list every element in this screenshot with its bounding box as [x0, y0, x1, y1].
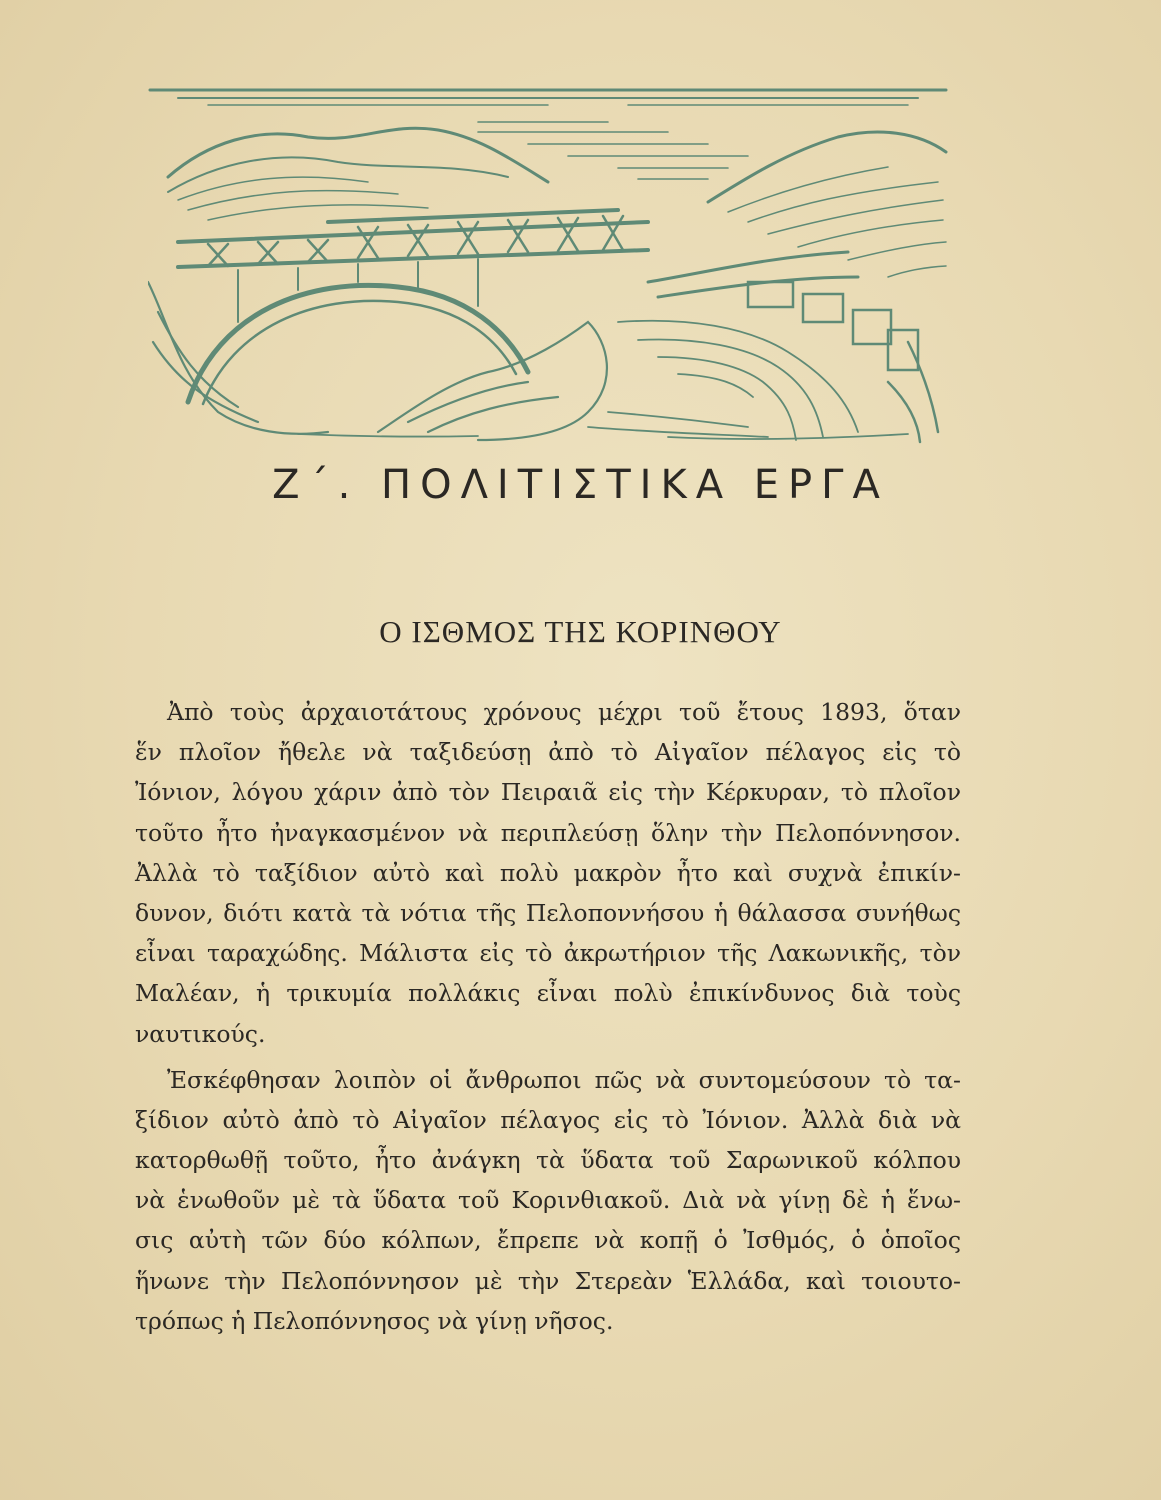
section-title: Ζ΄. ΠΟΛΙΤΙΣΤΙΚΑ ΕΡΓΑ	[272, 462, 889, 508]
text-line: τρόπως ἡ Πελοπόννησος νὰ γίνῃ νῆσος.	[135, 1306, 614, 1335]
paragraph	[135, 692, 961, 1054]
text-line: Ἐσκέφθησαν λοιπὸν οἱ ἄνθρωποι πῶς νὰ συντομεύσουν τὸ τα-	[167, 1065, 961, 1094]
text-line: ναυτικούς.	[135, 1019, 266, 1048]
text-line: σις αὐτὴ τῶν δύο κόλπων, ἔπρεπε νὰ κοπῇ ὁ Ἰσθμός, ὁ ὁποῖος	[135, 1226, 961, 1255]
text-line: Ἀλλὰ τὸ ταξίδιον αὐτὸ καὶ πολὺ μακρὸν ἦτο καὶ συχνὰ ἐπικίν-	[135, 858, 961, 887]
text-line: δυνον, διότι κατὰ τὰ νότια τῆς Πελοποννήσου ἡ θάλασσα συνήθως	[135, 898, 961, 927]
text-line: τοῦτο ἦτο ἠναγκασμένον νὰ περιπλεύσῃ ὅλην τὴν Πελοπόννησον.	[135, 818, 961, 847]
article-body	[135, 692, 961, 1341]
text-line: Μαλέαν, ἡ τρικυμία πολλάκις εἶναι πολὺ ἐπικίνδυνος διὰ τοὺς	[135, 979, 961, 1008]
article-title: Ο ΙΣΘΜΟΣ ΤΗΣ ΚΟΡΙΝΘΟΥ	[379, 614, 782, 649]
paragraph	[135, 1060, 961, 1341]
text-line: νὰ ἑνωθοῦν μὲ τὰ ὕδατα τοῦ Κορινθιακοῦ. Διὰ νὰ γίνῃ δὲ ἡ ἕνω-	[135, 1186, 961, 1215]
text-line: ξίδιον αὐτὸ ἀπὸ τὸ Αἰγαῖον πέλαγος εἰς τὸ Ἰόνιον. Ἀλλὰ διὰ νὰ	[135, 1105, 961, 1134]
text-line: ἕν πλοῖον ἤθελε νὰ ταξιδεύσῃ ἀπὸ τὸ Αἰγαῖον πέλαγος εἰς τὸ	[135, 738, 961, 767]
text-line: εἶναι ταραχώδης. Μάλιστα εἰς τὸ ἀκρωτήριον τῆς Λακωνικῆς, τὸν	[135, 939, 961, 968]
text-line: Ἀπὸ τοὺς ἀρχαιοτάτους χρόνους μέχρι τοῦ ἔτους 1893, ὅταν	[167, 698, 961, 726]
bridge-over-canal-engraving-icon	[148, 82, 948, 447]
text-line: ἥνωνε τὴν Πελοπόννησον μὲ τὴν Στερεὰν Ἑλλάδα, καὶ τοιουτο-	[135, 1266, 961, 1295]
text-line: κατορθωθῇ τοῦτο, ἦτο ἀνάγκη τὰ ὕδατα τοῦ Σαρωνικοῦ κόλπου	[135, 1146, 961, 1175]
text-line: Ἰόνιον, λόγου χάριν ἀπὸ τὸν Πειραιᾶ εἰς τὴν Κέρκυραν, τὸ πλοῖον	[135, 778, 961, 807]
